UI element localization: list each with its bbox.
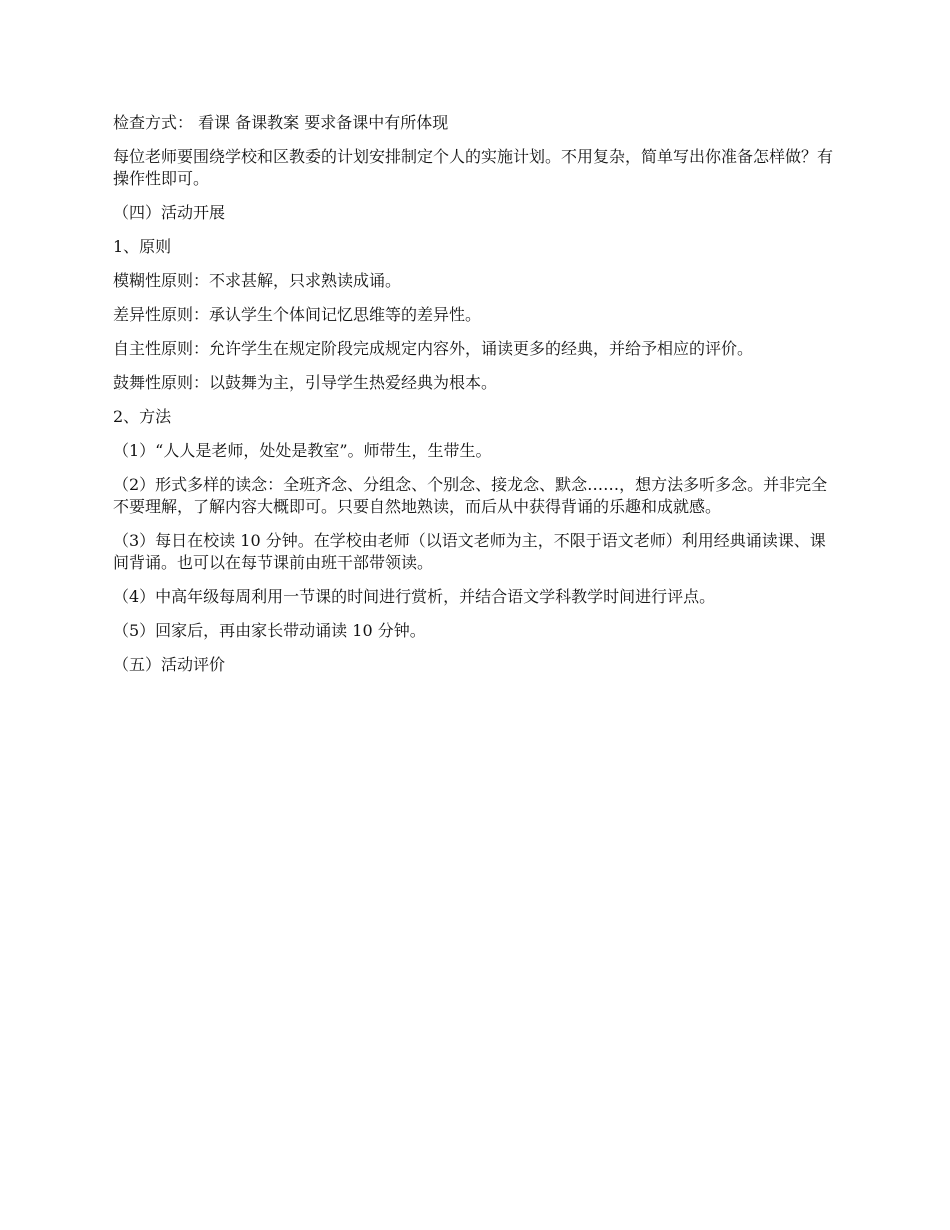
- section-heading-evaluation: （五）活动评价: [113, 655, 226, 674]
- method-item-1: （1）“人人是老师，处处是教室”。师带生，生带生。: [113, 441, 492, 460]
- teacher-plan-paragraph: 每位老师要围绕学校和区教委的计划安排制定个人的实施计划。不用复杂，简单写出你准备怎样做？有操作性即可。: [113, 147, 834, 188]
- principle-difference: 差异性原则：承认学生个体间记忆思维等的差异性。: [113, 305, 482, 324]
- principle-vagueness: 模糊性原则：不求甚解，只求熟读成诵。: [113, 271, 402, 290]
- method-item-2: （2）形式多样的读念：全班齐念、分组念、个别念、接龙念、默念……，想方法多听多念。并非完全不要理解，了解内容大概即可。只要自然地熟读，而后从中获得背诵的乐趣和成就感。: [113, 475, 828, 516]
- document-body: [113, 112, 841, 688]
- principle-autonomy: 自主性原则：允许学生在规定阶段完成规定内容外，诵读更多的经典，并给予相应的评价。: [113, 339, 754, 358]
- section-heading-activity: （四）活动开展: [113, 203, 226, 222]
- method-item-4: （4）中高年级每周利用一节课的时间进行赏析，并结合语文学科教学时间进行评点。: [113, 587, 716, 606]
- method-item-5: （5）回家后，再由家长带动诵读 10 分钟。: [113, 621, 426, 640]
- inspection-method-paragraph: 检查方式： 看课 备课教案 要求备课中有所体现: [113, 113, 449, 132]
- method-item-3: （3）每日在校读 10 分钟。在学校由老师（以语文老师为主，不限于语文老师）利用经典诵读课、课间背诵。也可以在每节课前由班干部带领读。: [113, 531, 826, 572]
- subheading-principles: 1、原则: [113, 237, 172, 256]
- subheading-methods: 2、方法: [113, 407, 172, 426]
- principle-encouragement: 鼓舞性原则：以鼓舞为主，引导学生热爱经典为根本。: [113, 373, 498, 392]
